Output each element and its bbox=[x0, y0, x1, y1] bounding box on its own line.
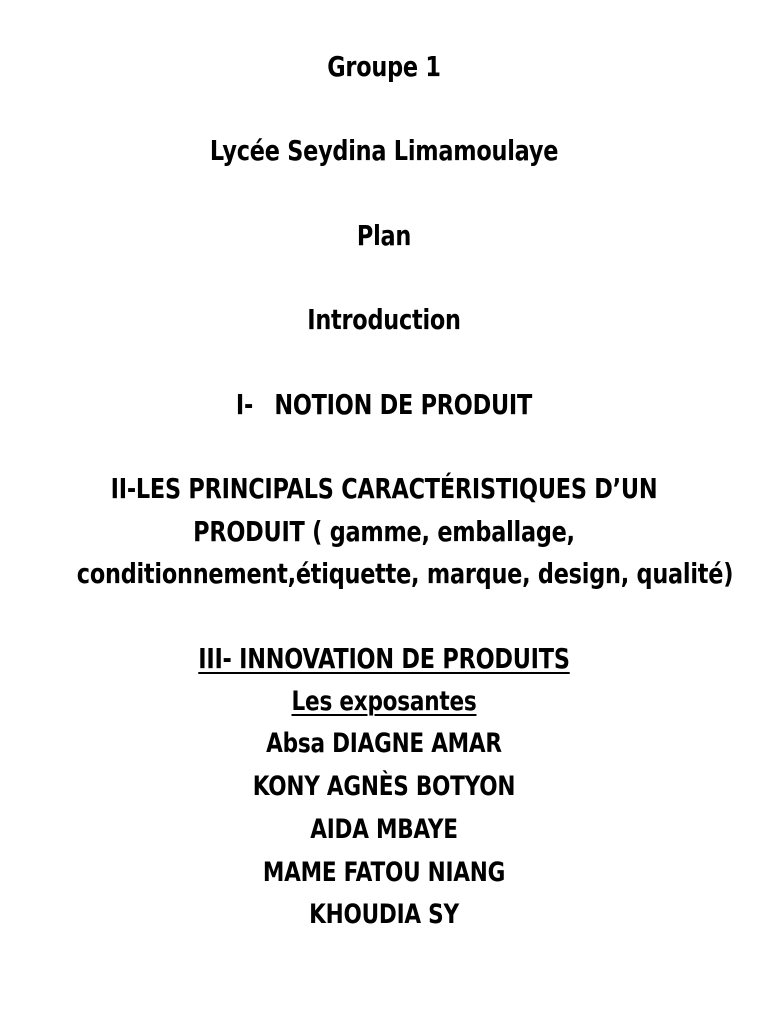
plan-heading: Plan bbox=[356, 219, 412, 252]
section-2-line-1: II-LES PRINCIPALS CARACTÉRISTIQUES D’UN bbox=[110, 472, 658, 505]
group-title: Groupe 1 bbox=[327, 50, 441, 83]
section-1-number: I- bbox=[235, 388, 254, 421]
presenters-heading: Les exposantes bbox=[291, 686, 477, 717]
presenter-name: KONY AGNÈS BOTYON bbox=[252, 771, 516, 802]
section-3-heading: III- INNOVATION DE PRODUITS bbox=[198, 642, 570, 675]
section-2-line-3: conditionnement,étiquette, marque, design, qualité) bbox=[76, 557, 734, 590]
section-1-heading bbox=[77, 388, 691, 421]
section-1-title: NOTION DE PRODUIT bbox=[274, 388, 533, 421]
introduction-heading: Introduction bbox=[307, 303, 461, 336]
school-name: Lycée Seydina Limamoulaye bbox=[209, 134, 559, 167]
presenter-name: AIDA MBAYE bbox=[310, 814, 458, 845]
presenter-name: MAME FATOU NIANG bbox=[262, 857, 506, 888]
presenter-name: Absa DIAGNE AMAR bbox=[266, 728, 502, 759]
presenter-name: KHOUDIA SY bbox=[309, 899, 459, 930]
section-2-line-2: PRODUIT ( gamme, emballage, bbox=[193, 515, 575, 548]
